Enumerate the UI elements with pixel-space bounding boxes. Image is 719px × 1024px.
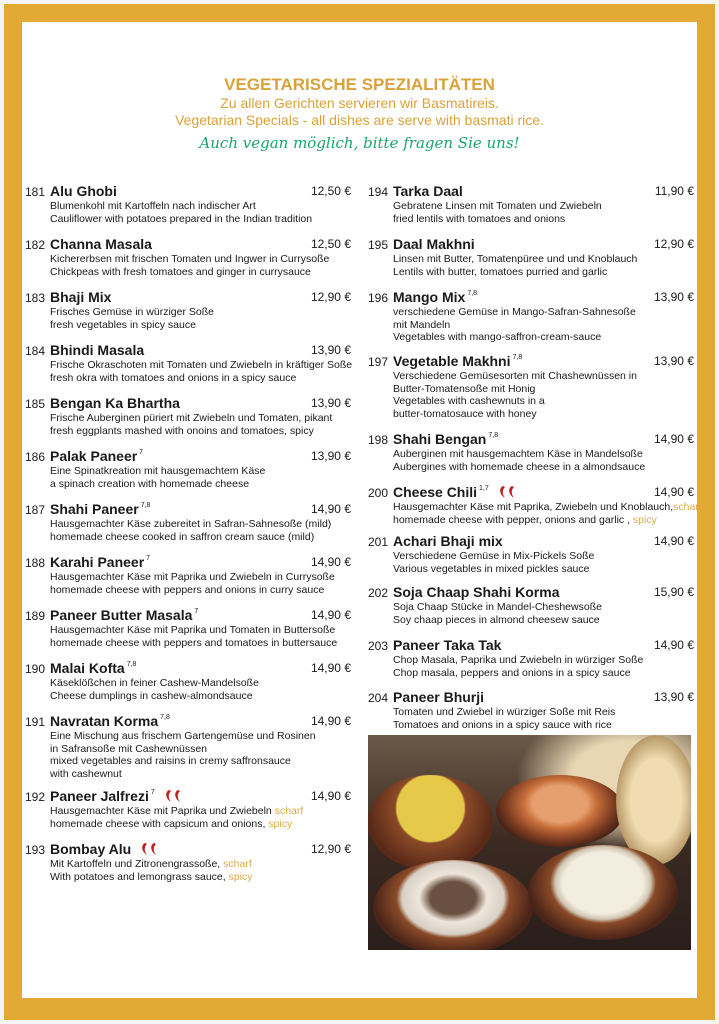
item-name [50,841,161,859]
item-name-text: Bhaji Mix [50,289,112,305]
description-line [393,370,637,383]
description-text: Verschiedene Gemüse in Mix-Pickels Soße [393,550,595,562]
item-number: 203 [368,639,389,653]
description-line [393,383,637,396]
item-name [393,637,501,653]
description-line [393,719,615,732]
item-number: 187 [25,503,46,517]
description-text: Hausgemachter Käse zubereitet in Safran-Sahnesoße (mild) [50,518,332,530]
item-name [50,788,185,806]
item-price: 13,90 € [653,690,694,704]
description-text: mixed vegetables and raisins in cremy saffronsauce [50,755,291,767]
description-line [50,306,214,319]
item-name [50,713,170,729]
vegan-note: Auch vegan möglich, bitte fragen Sie uns! [199,134,520,152]
description-line [50,266,329,279]
item-name [50,183,117,199]
allergen-codes: 7,8 [160,714,170,721]
item-description [393,200,602,225]
description-line [393,563,594,576]
allergen-codes: 7 [150,789,155,796]
item-name [393,484,519,502]
description-line [393,614,602,627]
item-description [393,253,637,278]
item-description [50,359,352,384]
item-name-text: Achari Bhaji mix [393,533,503,549]
description-text: Vegetables with cashewnuts in a [393,395,545,407]
item-name-text: Paneer Butter Masala [50,607,193,623]
subtitle-english: Vegetarian Specials - all dishes are serve with basmati rice. [175,112,544,128]
description-line [393,448,645,461]
description-line [50,213,312,226]
item-name [50,607,198,623]
description-text: Soja Chaap Stücke in Mandel-Cheshewsoße [393,601,602,613]
spicy-label: scharf [274,805,304,817]
item-number: 190 [25,662,46,676]
description-text: Lentils with butter, tomatoes purried and garlic [393,265,608,278]
item-name-text: Palak Paneer [50,448,138,464]
item-name-text: Vegetable Makhni [393,353,511,369]
description-line [393,253,637,266]
item-name-text: Mango Mix [393,289,466,305]
description-text: Chickpeas with fresh tomatoes and ginger in currysauce [50,265,311,278]
item-name [50,554,150,570]
item-name-text: Shahi Bengan [393,431,487,447]
description-text: homemade cheese with capsicum and onions, [50,817,269,830]
item-price: 14,90 € [310,789,351,803]
item-name-text: Paneer Jalfrezi [50,788,149,804]
item-description [50,465,265,490]
description-text: Käseklößchen in feiner Cashew-Mandelsoße [50,677,259,689]
description-line [50,818,303,831]
item-price: 12,50 € [310,184,351,198]
item-number: 185 [25,397,46,411]
description-line [50,805,303,818]
description-line [393,654,643,667]
item-name-text: Channa Masala [50,236,152,252]
chili-spicy-icon [497,485,519,502]
description-text: Frische Okraschoten mit Tomaten und Zwiebeln in kräftiger Soße [50,359,353,371]
item-description [50,571,335,596]
item-number: 182 [25,238,46,252]
description-text: homemade cheese with peppers and tomatoes in buttersauce [50,636,338,649]
description-text: Tomatoes and onions in a spicy sauce with rice [393,718,612,731]
item-name-text: Bombay Alu [50,841,132,857]
item-number: 186 [25,450,46,464]
description-text: mit Mandeln [393,318,451,331]
item-number: 194 [368,185,389,199]
item-name [50,395,180,411]
item-name [393,236,475,252]
description-line [393,395,637,408]
description-line [393,331,636,344]
item-description [393,706,615,731]
description-line [393,501,702,514]
allergen-codes: 7 [146,555,151,562]
item-description [50,624,337,649]
description-text: Cheese dumplings in cashew-almondsauce [50,689,253,702]
item-price: 12,50 € [310,237,351,251]
item-number: 198 [368,433,389,447]
description-line [50,571,335,584]
item-name-text: Soja Chaap Shahi Korma [393,584,560,600]
item-name [50,660,136,676]
item-number: 200 [368,486,389,500]
description-line [393,706,615,719]
food-photo [368,735,691,950]
description-line [50,518,331,531]
description-text: homemade cheese with peppers and onions in curry sauce [50,583,325,596]
description-line [50,677,259,690]
spicy-label: scharf [223,858,252,870]
description-line [50,755,316,768]
item-name-text: Karahi Paneer [50,554,145,570]
item-price: 14,90 € [653,534,694,548]
item-number: 201 [368,535,389,549]
item-name [50,289,111,305]
allergen-codes: 7,8 [467,290,478,297]
description-text: Mit Kartoffeln und Zitronengrassoße, [50,858,224,870]
item-number: 195 [368,238,389,252]
item-number: 196 [368,291,389,305]
section-title: VEGETARISCHE SPEZIALITÄTEN [224,75,495,94]
item-number: 188 [25,556,46,570]
item-description [393,654,643,679]
item-name [393,183,463,199]
item-name-text: Daal Makhni [393,236,475,252]
spicy-label: spicy [228,870,253,883]
description-text: Frische Auberginen püriert mit Zwiebeln und Tomaten, pikant [50,412,333,424]
description-line [50,743,316,756]
item-number: 183 [25,291,46,305]
item-description [50,518,331,543]
item-name-text: Tarka Daal [393,183,463,199]
item-name-text: Bhindi Masala [50,342,145,358]
item-price: 13,90 € [310,449,351,463]
item-description [50,200,312,225]
description-text: Frisches Gemüse in würziger Soße [50,306,214,318]
description-line [50,478,265,491]
description-text: Hausgemachter Käse mit Paprika und Zwiebeln [50,805,275,817]
item-description [50,805,303,830]
item-name [50,342,144,358]
description-text: Various vegetables in mixed pickles sauce [393,562,590,575]
description-text: With potatoes and lemongrass sauce, [50,870,229,883]
description-line [393,461,645,474]
description-line [393,667,643,680]
spicy-label: scharf [673,501,702,513]
description-line [50,871,253,884]
description-text: homemade cheese cooked in saffron cream sauce (mild) [50,530,315,543]
description-text: fresh vegetables in spicy sauce [50,318,196,331]
item-price: 13,90 € [653,290,694,304]
item-price: 14,90 € [310,555,351,569]
description-line [393,306,636,319]
item-description [393,501,702,526]
item-number: 184 [25,344,46,358]
item-price: 14,90 € [653,638,694,652]
description-line [393,213,602,226]
description-text: butter-tomatosauce with honey [393,407,537,420]
allergen-codes: 1,7 [479,485,489,492]
item-name-text: Navratan Korma [50,713,159,729]
allergen-codes: 7,8 [512,354,523,361]
description-line [393,514,702,527]
description-line [50,624,337,637]
item-name-text: Alu Ghobi [50,183,117,199]
description-text: homemade cheese with pepper, onions and garlic , [393,513,633,526]
description-text: Hausgemachter Käse mit Paprika und Zwiebeln in Currysoße [50,571,335,583]
item-number: 197 [368,355,389,369]
allergen-codes: 7,8 [488,432,499,439]
item-price: 14,90 € [653,485,694,499]
item-price: 15,90 € [653,585,694,599]
description-line [50,768,316,781]
item-description [393,448,645,473]
item-price: 11,90 € [654,184,694,198]
description-text: Chop masala, peppers and onions in a spicy sauce [393,666,631,679]
description-text: fresh eggplants mashed with onoins and tomatoes, spicy [50,424,314,437]
item-description [393,306,636,344]
item-name-text: Bengan Ka Bhartha [50,395,180,411]
item-price: 13,90 € [653,354,694,368]
item-price: 14,90 € [310,608,351,622]
description-line [50,425,332,438]
item-price: 13,90 € [310,343,351,357]
item-name [393,689,484,705]
description-line [50,858,253,871]
description-text: a spinach creation with homemade cheese [50,477,250,490]
item-price: 12,90 € [310,842,351,856]
item-description [50,730,316,780]
description-line [50,359,352,372]
description-text: Soy chaap pieces in almond cheesew sauce [393,613,600,626]
item-name-text: Cheese Chili [393,484,478,500]
item-price: 14,90 € [310,502,351,516]
description-line [50,690,259,703]
description-line [50,637,337,650]
description-text: Chop Masala, Paprika und Zwiebeln in würziger Soße [393,654,644,666]
item-name [393,353,522,369]
item-description [393,601,602,626]
item-description [50,677,259,702]
item-description [50,412,332,437]
description-text: Gebratene Linsen mit Tomaten und Zwiebeln [393,200,602,212]
description-line [393,601,602,614]
item-price: 14,90 € [310,714,351,728]
item-name [393,289,477,305]
item-name [50,236,152,252]
description-text: Aubergines with homemade cheese in a almondsauce [393,460,646,473]
description-text: Blumenkohl mit Kartoffeln nach indischer Art [50,200,256,212]
item-price: 12,90 € [653,237,694,251]
allergen-codes: 7 [194,608,199,615]
item-price: 14,90 € [310,661,351,675]
item-description [50,858,253,883]
item-number: 189 [25,609,46,623]
description-line [50,200,312,213]
item-name-text: Malai Kofta [50,660,125,676]
allergen-codes: 7,8 [126,661,137,668]
chili-spicy-icon [139,842,161,859]
description-line [50,531,331,544]
item-price: 14,90 € [653,432,694,446]
description-line [50,465,265,478]
item-price: 13,90 € [310,396,351,410]
description-text: Auberginen mit hausgemachtem Käse in Mandelsoße [393,448,643,460]
description-text: verschiedene Gemüse in Mango-Safran-Sahnesoße [393,306,636,318]
description-text: Cauliflower with potatoes prepared in the Indian tradition [50,212,313,225]
description-line [50,412,332,425]
item-number: 204 [368,691,389,705]
subtitle-german: Zu allen Gerichten servieren wir Basmatireis. [220,95,499,111]
description-text: Verschiedene Gemüsesorten mit Chashewnüssen in [393,370,637,382]
description-text: Eine Spinatkreation mit hausgemachtem Käse [50,465,266,477]
description-line [50,372,352,385]
item-name-text: Shahi Paneer [50,501,139,517]
description-text: Eine Mischung aus frischem Gartengemüse und Rosinen [50,730,316,742]
item-name [393,431,498,447]
item-number: 181 [25,185,46,199]
description-text: Hausgemachter Käse mit Paprika und Tomaten in Buttersoße [50,624,336,636]
item-number: 192 [25,790,46,804]
description-text: with cashewnut [50,767,122,780]
item-number: 202 [368,586,389,600]
description-line [50,319,214,332]
description-text: Hausgemachter Käse mit Paprika, Zwiebeln und Knoblauch, [393,501,674,513]
description-text: Vegetables with mango-saffron-cream-sauce [393,331,602,343]
chili-spicy-icon [163,789,185,806]
item-number: 191 [25,715,46,729]
item-description [50,253,329,278]
item-name [50,448,143,464]
description-text: Linsen mit Butter, Tomatenpüree und und Knoblauch [393,253,638,265]
description-line [393,319,636,332]
item-name-text: Paneer Bhurji [393,689,485,705]
description-line [393,408,637,421]
description-text: Kichererbsen mit frischen Tomaten und Ingwer in Currysoße [50,253,330,265]
allergen-codes: 7 [139,449,144,456]
description-text: Butter-Tomatensoße mit Honig [393,382,536,395]
item-name-text: Paneer Taka Tak [393,637,502,653]
item-name [393,584,559,600]
allergen-codes: 7,8 [140,502,151,509]
description-text: fresh okra with tomatoes and onions in a spicy sauce [50,371,297,384]
spicy-label: spicy [632,513,657,526]
item-name [393,533,503,549]
item-price: 12,90 € [310,290,351,304]
description-line [50,730,316,743]
description-line [50,253,329,266]
item-description [393,550,594,575]
description-line [393,200,602,213]
item-description [393,370,637,420]
description-line [393,266,637,279]
spicy-label: spicy [268,817,293,830]
description-line [393,550,594,563]
description-text: in Safransoße mit Cashewnüssen [50,742,207,755]
description-line [50,584,335,597]
description-text: fried lentils with tomatoes and onions [393,212,566,225]
item-number: 193 [25,843,46,857]
item-description [50,306,214,331]
item-name [50,501,150,517]
description-text: Tomaten und Zwiebel in würziger Soße mit Reis [393,706,616,718]
